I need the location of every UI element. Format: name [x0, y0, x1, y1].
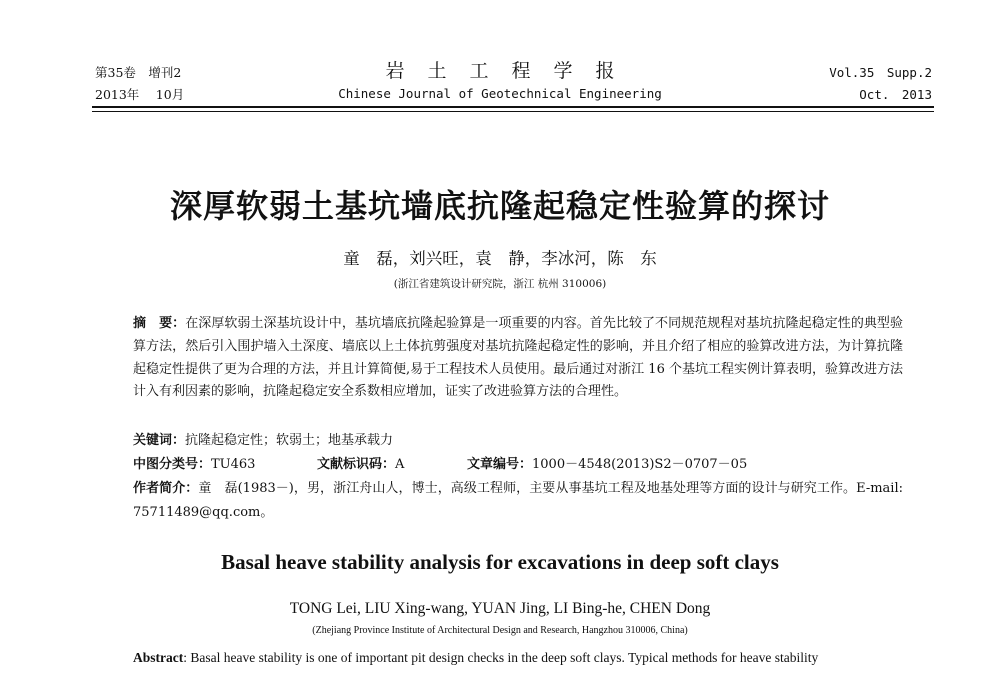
- publication-date-en: Oct. 2013: [859, 87, 932, 102]
- abstract-label-en: Abstract: [133, 650, 184, 665]
- header-rule-thick: [92, 106, 934, 108]
- bio-text: 童 磊(1983－)，男，浙江舟山人，博士，高级工程师，主要从事基坑工程及地基处理等方面的设计与研究工作。E-mail: 75711489@qq.com。: [133, 481, 903, 520]
- article-title-en: Basal heave stability analysis for excavations in deep soft clays: [221, 550, 779, 574]
- article-title-cn: 深厚软弱土基坑墙底抗隆起稳定性验算的探讨: [169, 187, 830, 225]
- affiliation-en: (Zhejiang Province Institute of Architectural Design and Research, Hangzhou 310006, China): [312, 625, 688, 636]
- abstract-en: [133, 648, 913, 668]
- header-right: [829, 62, 932, 106]
- doc-code-value: A: [395, 457, 405, 472]
- authors-cn: 童 磊，刘兴旺，袁 静，李冰河，陈 东: [343, 249, 657, 268]
- clc-value: TU463: [211, 457, 256, 472]
- classification-line: [133, 454, 903, 476]
- abstract-text-cn: 在深厚软弱土深基坑设计中，基坑墙底抗隆起验算是一项重要的内容。首先比较了不同规范规程对基坑抗隆起稳定性的典型验算方法，然后引入围护墙入土深度、墙底以上土体抗剪强度对基坑抗隆起稳定性的影响，并且介绍了相应的验算改进方法，为计算抗隆起稳定性提供了更为合理的方法，并且计算简便,易于工程技术人员使用。最后通过对浙江 16 个基坑工程实例计算表明，验算改进方法计入有利因素的影响，抗隆起稳定安全系数相应增加，证实了改进验算方法的合理性。: [133, 316, 903, 400]
- keywords-label: 关键词：: [133, 433, 186, 448]
- publication-date-cn: 2013年 10月: [95, 87, 185, 102]
- doc-code-label: 文献标识码：: [317, 457, 396, 472]
- abstract-text-en: : Basal heave stability is one of important pit design checks in the deep soft clays. Typical methods for heave stability: [183, 650, 819, 665]
- clc-segment: [133, 454, 317, 476]
- journal-name-cn: 岩土工程学报: [385, 60, 638, 82]
- doc-code-segment: [317, 454, 467, 476]
- authors-en: TONG Lei, LIU Xing-wang, YUAN Jing, LI Bing-he, CHEN Dong: [289, 600, 711, 617]
- bio-label: 作者简介：: [133, 481, 199, 496]
- keywords-line: [133, 430, 903, 452]
- affiliation-cn: (浙江省建筑设计研究院，浙江 杭州 310006): [393, 278, 607, 290]
- keywords-text: 抗隆起稳定性；软弱土；地基承载力: [185, 433, 394, 448]
- author-bio: [133, 477, 903, 525]
- abstract-cn: [133, 313, 903, 404]
- article-no-label: 文章编号：: [467, 457, 533, 472]
- volume-issue-en: Vol.35 Supp.2: [829, 65, 932, 80]
- abstract-label-cn: 摘 要：: [133, 316, 186, 331]
- header-rule-thin: [92, 111, 934, 112]
- article-no-value: 1000－4548(2013)S2－0707－05: [532, 457, 748, 472]
- volume-issue-cn: 第35卷 增刊2: [95, 65, 182, 80]
- journal-name-en: Chinese Journal of Geotechnical Engineering: [338, 86, 662, 101]
- article-no-segment: [467, 454, 747, 476]
- clc-label: 中图分类号：: [133, 457, 212, 472]
